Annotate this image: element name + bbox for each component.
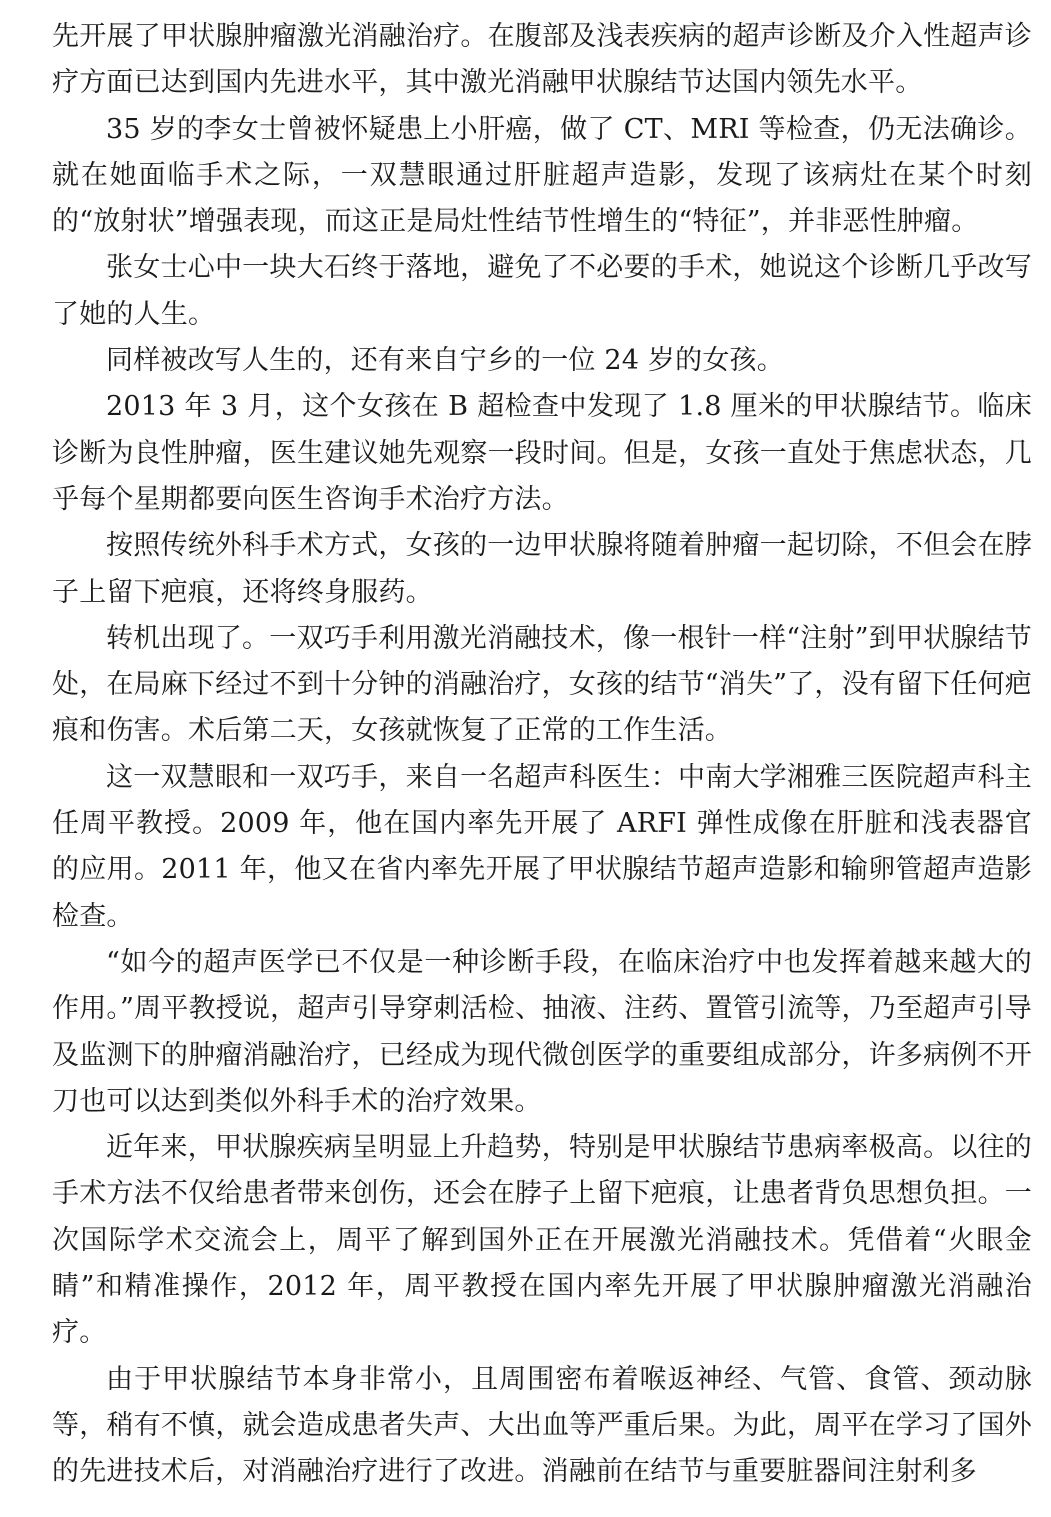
- paragraph-5: 2013 年 3 月，这个女孩在 B 超检查中发现了 1.8 厘米的甲状腺结节。临床诊断为良性肿瘤，医生建议她先观察一段时间。但是，女孩一直处于焦虑状态，几乎每个星期都要向医生咨询手术治疗方法。: [52, 391, 1032, 515]
- paragraph-2: 35 岁的李女士曾被怀疑患上小肝癌，做了 CT、MRI 等检查，仍无法确诊。就在她面临手术之际，一双慧眼通过肝脏超声造影，发现了该病灶在某个时刻的“放射状”增强表现，而这正是局灶性结节性增生的“特征”，并非恶性肿瘤。: [52, 113, 1032, 238]
- paragraph-10: 近年来，甲状腺疾病呈明显上升趋势，特别是甲状腺结节患病率极高。以往的手术方法不仅给患者带来创伤，还会在脖子上留下疤痕，让患者背负思想负担。一次国际学术交流会上，周平了解到国外正在开展激光消融技术。凭借着“火眼金睛”和精准操作，2012 年，周平教授在国内率先开展了甲状腺肿瘤激光消融治疗。: [52, 1132, 1032, 1349]
- document-page: [52, 14, 1032, 1496]
- paragraph-11: 由于甲状腺结节本身非常小，且周围密布着喉返神经、气管、食管、颈动脉等，稍有不慎，就会造成患者失声、大出血等严重后果。为此，周平在学习了国外的先进技术后，对消融治疗进行了改进。消融前在结节与重要脏器间注射利多: [52, 1363, 1032, 1488]
- paragraph-7: 转机出现了。一双巧手利用激光消融技术，像一根针一样“注射”到甲状腺结节处，在局麻下经过不到十分钟的消融治疗，女孩的结节“消失”了，没有留下任何疤痕和伤害。术后第二天，女孩就恢复了正常的工作生活。: [52, 622, 1033, 747]
- paragraph-4: 同样被改写人生的，还有来自宁乡的一位 24 岁的女孩。: [106, 345, 784, 377]
- paragraph-1: 先开展了甲状腺肿瘤激光消融治疗。在腹部及浅表疾病的超声诊断及介入性超声诊疗方面已达到国内先进水平，其中激光消融甲状腺结节达国内领先水平。: [52, 21, 1032, 99]
- paragraph-6: 按照传统外科手术方式，女孩的一边甲状腺将随着肿瘤一起切除，不但会在脖子上留下疤痕，还将终身服药。: [52, 530, 1032, 608]
- paragraph-3: 张女士心中一块大石终于落地，避免了不必要的手术，她说这个诊断几乎改写了她的人生。: [52, 252, 1032, 330]
- paragraph-9: “如今的超声医学已不仅是一种诊断手段，在临床治疗中也发挥着越来越大的作用。”周平教授说，超声引导穿刺活检、抽液、注药、置管引流等，乃至超声引导及监测下的肿瘤消融治疗，已经成为现代微创医学的重要组成部分，许多病例不开刀也可以达到类似外科手术的治疗效果。: [52, 946, 1032, 1117]
- paragraph-8: 这一双慧眼和一双巧手，来自一名超声科医生：中南大学湘雅三医院超声科主任周平教授。2009 年，他在国内率先开展了 ARFI 弹性成像在肝脏和浅表器官的应用。2011 年，他又在省内率先开展了甲状腺结节超声造影和输卵管超声造影检查。: [52, 761, 1032, 932]
